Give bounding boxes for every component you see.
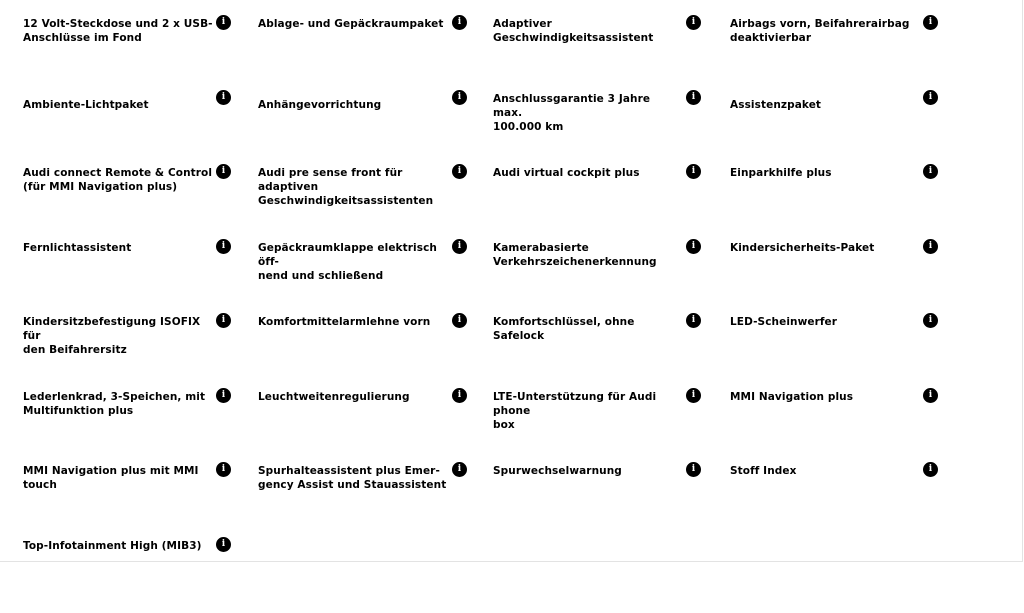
info-icon[interactable]: i xyxy=(216,462,231,477)
info-icon[interactable]: i xyxy=(452,388,467,403)
equipment-item xyxy=(23,464,258,539)
equipment-item xyxy=(23,166,258,241)
equipment-item-label: MMI Navigation plus mit MMI touch xyxy=(23,464,213,492)
equipment-item xyxy=(493,92,730,167)
info-icon[interactable]: i xyxy=(216,239,231,254)
equipment-item xyxy=(730,166,940,241)
equipment-item-label: Gepäckraumklappe elektrisch öff- nend und schließend xyxy=(258,241,448,283)
equipment-item xyxy=(730,17,940,92)
equipment-item xyxy=(258,241,493,316)
equipment-item xyxy=(258,166,493,241)
equipment-item-label: Stoff Index xyxy=(730,464,920,478)
info-icon[interactable]: i xyxy=(686,15,701,30)
equipment-item-label: LTE-Unterstützung für Audi phone box xyxy=(493,390,683,432)
equipment-item xyxy=(493,17,730,92)
equipment-item xyxy=(730,390,940,465)
info-icon[interactable]: i xyxy=(923,462,938,477)
info-icon[interactable]: i xyxy=(452,164,467,179)
info-icon[interactable]: i xyxy=(923,239,938,254)
equipment-item-label: Spurwechselwarnung xyxy=(493,464,683,478)
equipment-item xyxy=(730,92,940,167)
equipment-item-label: Airbags vorn, Beifahrerairbag deaktivierbar xyxy=(730,17,920,45)
equipment-item-label: Audi virtual cockpit plus xyxy=(493,166,683,180)
equipment-item-label: Fernlichtassistent xyxy=(23,241,213,255)
equipment-item-label: Audi connect Remote & Control (für MMI Navigation plus) xyxy=(23,166,213,194)
equipment-item xyxy=(493,315,730,390)
info-icon[interactable]: i xyxy=(452,90,467,105)
equipment-item xyxy=(258,390,493,465)
equipment-item-label: Komfortmittelarmlehne vorn xyxy=(258,315,448,329)
equipment-item-label: MMI Navigation plus xyxy=(730,390,920,404)
equipment-item xyxy=(23,17,258,92)
info-icon[interactable]: i xyxy=(923,164,938,179)
equipment-item-label: Kamerabasierte Verkehrszeichenerkennung xyxy=(493,241,683,269)
equipment-item-label: Ablage- und Gepäckraumpaket xyxy=(258,17,448,31)
info-icon[interactable]: i xyxy=(452,313,467,328)
equipment-item-label: Komfortschlüssel, ohne Safelock xyxy=(493,315,683,343)
equipment-item xyxy=(258,17,493,92)
equipment-item-label: Spurhalteassistent plus Emer- gency Assist und Stauassistent xyxy=(258,464,448,492)
equipment-item xyxy=(23,539,258,613)
info-icon[interactable]: i xyxy=(923,388,938,403)
equipment-item xyxy=(493,464,730,539)
info-icon[interactable]: i xyxy=(686,313,701,328)
info-icon[interactable]: i xyxy=(923,15,938,30)
info-icon[interactable]: i xyxy=(452,15,467,30)
equipment-item-label: Anhängevorrichtung xyxy=(258,92,448,112)
equipment-item xyxy=(493,166,730,241)
equipment-item xyxy=(23,241,258,316)
equipment-item-label: Kindersicherheits-Paket xyxy=(730,241,920,255)
equipment-item xyxy=(730,464,940,539)
info-icon[interactable]: i xyxy=(216,388,231,403)
info-icon[interactable]: i xyxy=(686,90,701,105)
equipment-item xyxy=(730,241,940,316)
info-icon[interactable]: i xyxy=(216,15,231,30)
info-icon[interactable]: i xyxy=(216,90,231,105)
info-icon[interactable]: i xyxy=(452,239,467,254)
info-icon[interactable]: i xyxy=(923,90,938,105)
equipment-item xyxy=(258,464,493,539)
info-icon[interactable]: i xyxy=(923,313,938,328)
equipment-item-label: Adaptiver Geschwindigkeitsassistent xyxy=(493,17,683,45)
equipment-item-label: Top-Infotainment High (MIB3) xyxy=(23,539,213,553)
info-icon[interactable]: i xyxy=(686,164,701,179)
equipment-item-label: Ambiente-Lichtpaket xyxy=(23,92,213,112)
equipment-item-label: Audi pre sense front für adaptiven Geschwindigkeitsassistenten xyxy=(258,166,448,208)
equipment-item-label: Einparkhilfe plus xyxy=(730,166,920,180)
equipment-item xyxy=(258,92,493,167)
info-icon[interactable]: i xyxy=(686,462,701,477)
equipment-item xyxy=(23,315,258,390)
equipment-item-label: 12 Volt-Steckdose und 2 x USB- Anschlüsse im Fond xyxy=(23,17,213,45)
info-icon[interactable]: i xyxy=(686,388,701,403)
equipment-item-label: Kindersitzbefestigung ISOFIX für den Beifahrersitz xyxy=(23,315,213,357)
info-icon[interactable]: i xyxy=(216,164,231,179)
equipment-grid xyxy=(23,17,940,613)
info-icon[interactable]: i xyxy=(216,313,231,328)
equipment-item-label: LED-Scheinwerfer xyxy=(730,315,920,329)
equipment-item-label: Lederlenkrad, 3-Speichen, mit Multifunktion plus xyxy=(23,390,213,418)
equipment-item-label: Assistenzpaket xyxy=(730,92,920,112)
equipment-item xyxy=(23,92,258,167)
info-icon[interactable]: i xyxy=(452,462,467,477)
equipment-item xyxy=(23,390,258,465)
equipment-item-label: Anschlussgarantie 3 Jahre max. 100.000 km xyxy=(493,92,683,134)
equipment-item xyxy=(493,390,730,465)
info-icon[interactable]: i xyxy=(686,239,701,254)
info-icon[interactable]: i xyxy=(216,537,231,552)
equipment-item xyxy=(730,315,940,390)
equipment-item-label: Leuchtweitenregulierung xyxy=(258,390,448,404)
equipment-item xyxy=(493,241,730,316)
equipment-item xyxy=(258,315,493,390)
